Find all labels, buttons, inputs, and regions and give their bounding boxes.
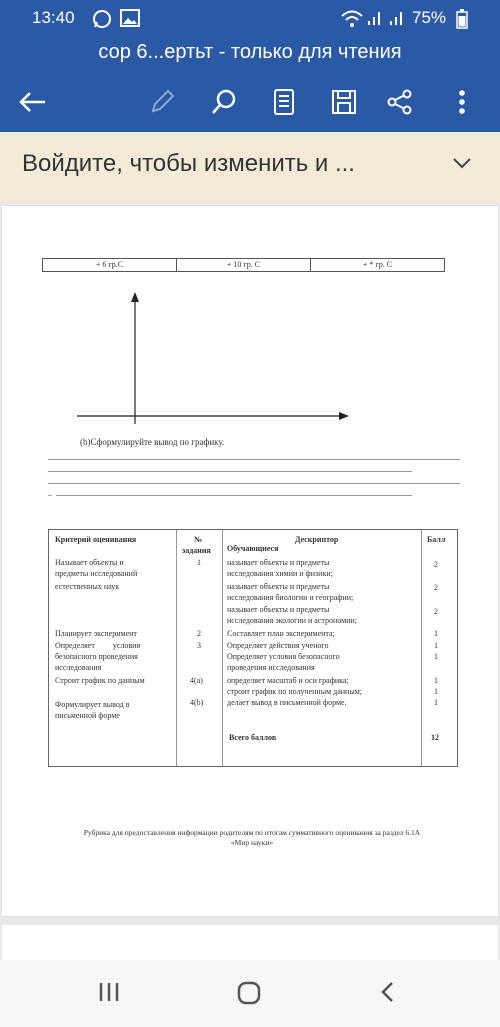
navigation-bar — [0, 960, 500, 1027]
descriptor-text: называет объекты и предметы — [227, 605, 330, 614]
signal-icon-2 — [388, 9, 406, 27]
status-bar — [0, 0, 500, 36]
criterion-text: Планирует эксперимент — [55, 629, 137, 638]
criterion-text: Определяет условия — [55, 641, 141, 650]
search-icon — [210, 88, 238, 116]
answer-line — [48, 483, 460, 484]
descriptor-text: строит график по полученным данным; — [227, 687, 362, 696]
header-descriptor: Дескриптор — [295, 535, 339, 544]
descriptor-text: исследования экологии и астрономии; — [227, 615, 357, 625]
footer-line: «Мир науки» — [230, 838, 274, 847]
descriptor-text: делает вывод в письменной форме. — [227, 698, 347, 707]
wifi-icon — [340, 9, 364, 29]
score-value: 2 — [434, 560, 438, 569]
criterion-text: письменной форме — [55, 711, 120, 720]
criterion-text: Называет объекты и — [55, 558, 124, 567]
pencil-icon — [148, 88, 176, 116]
criterion-text: естественных наук — [55, 582, 120, 591]
descriptor-text: называет объекты и предметы — [227, 582, 330, 591]
share-button[interactable] — [382, 84, 418, 120]
score-value: 2 — [434, 607, 438, 616]
header-task-word: задания — [182, 546, 211, 555]
descriptor-text: проведения исследования — [227, 663, 315, 672]
gallery-icon — [120, 9, 140, 27]
score-value: 1 — [434, 641, 438, 650]
answer-mark: _ — [48, 488, 52, 497]
descriptor-text: Определяет условия безопасного — [227, 652, 340, 661]
battery-icon — [456, 9, 468, 29]
score-value: 1 — [434, 652, 438, 661]
descriptor-text: Определяет действия ученого — [227, 641, 329, 650]
score-value: 1 — [434, 676, 438, 685]
temperature-cell: + 10 гр. С — [177, 259, 311, 271]
more-icon — [458, 88, 466, 116]
signal-icon — [366, 9, 384, 27]
whatsapp-icon — [92, 9, 112, 29]
rubric-footer — [42, 828, 462, 848]
back-arrow-icon — [17, 90, 47, 114]
answer-line — [48, 471, 412, 472]
status-time: 13:40 — [32, 8, 75, 27]
task-number: 4(a) — [190, 676, 203, 685]
criterion-text: Формулирует вывод в — [55, 700, 130, 709]
answer-line — [48, 459, 460, 460]
header-task-no: № — [194, 535, 203, 544]
banner-text: Войдите, чтобы изменить и ... — [22, 150, 355, 177]
score-value: 1 — [434, 687, 438, 696]
recent-apps-icon[interactable] — [97, 980, 121, 1004]
sign-in-banner[interactable] — [0, 132, 500, 202]
document-title: сор 6...ертьт - только для чтения — [98, 41, 402, 63]
reader-view-button[interactable] — [266, 84, 302, 120]
task-number: 1 — [197, 558, 201, 567]
task-number: 4(b) — [190, 698, 204, 707]
total-label: Всего баллов — [229, 733, 277, 742]
task-number: 2 — [197, 629, 201, 638]
title-bar — [0, 36, 500, 70]
back-icon[interactable] — [378, 980, 398, 1004]
toolbar — [0, 70, 500, 132]
footer-line: Рубрика для предоставления информации родителям по итогам суммативного оценивания за раздел 6.1А — [83, 828, 421, 837]
battery-percent: 75% — [412, 8, 447, 27]
criterion-text: безопасного проведения — [55, 652, 138, 661]
descriptor-text: Составляет план эксперимента; — [227, 629, 335, 638]
back-button[interactable] — [14, 84, 50, 120]
descriptor-text: называет объекты и предметы — [227, 558, 330, 567]
total-value: 12 — [431, 733, 439, 742]
edit-button[interactable] — [144, 84, 180, 120]
criterion-text: Строит график по данным — [55, 676, 145, 685]
header-criterion: Критерий оценивания — [55, 535, 137, 544]
descriptor-text: исследования химии и физики; — [227, 568, 333, 578]
rubric-table — [48, 529, 458, 767]
task-number: 3 — [197, 641, 201, 650]
criterion-text: исследования — [55, 663, 102, 672]
score-value: 2 — [434, 583, 438, 592]
score-value: 1 — [434, 629, 438, 638]
criterion-text: предметы исследований — [55, 568, 138, 578]
answer-line — [56, 495, 412, 496]
save-icon — [331, 89, 357, 115]
header-score: Балл — [427, 535, 446, 544]
descriptor-text: определяет масштаб и оси графика; — [227, 676, 349, 685]
temperature-table — [42, 258, 445, 272]
share-icon — [386, 88, 414, 116]
more-options-button[interactable] — [444, 84, 480, 120]
temperature-cell: + 6 гр.С — [43, 259, 177, 271]
temperature-cell: + * гр. С — [362, 260, 393, 269]
header-learner: Обучающиеся — [227, 544, 279, 553]
document-page — [2, 206, 498, 916]
chevron-down-icon[interactable] — [452, 156, 472, 170]
question-b: (b)Сформулируйте вывод по графику. — [80, 437, 225, 447]
graph-axes — [77, 288, 357, 428]
descriptor-text: исследования биологии и географии; — [227, 592, 354, 602]
home-icon[interactable] — [236, 980, 262, 1006]
score-value: 1 — [434, 698, 438, 707]
reader-icon — [272, 88, 296, 116]
next-page — [2, 925, 498, 965]
save-button[interactable] — [326, 84, 362, 120]
search-button[interactable] — [206, 84, 242, 120]
